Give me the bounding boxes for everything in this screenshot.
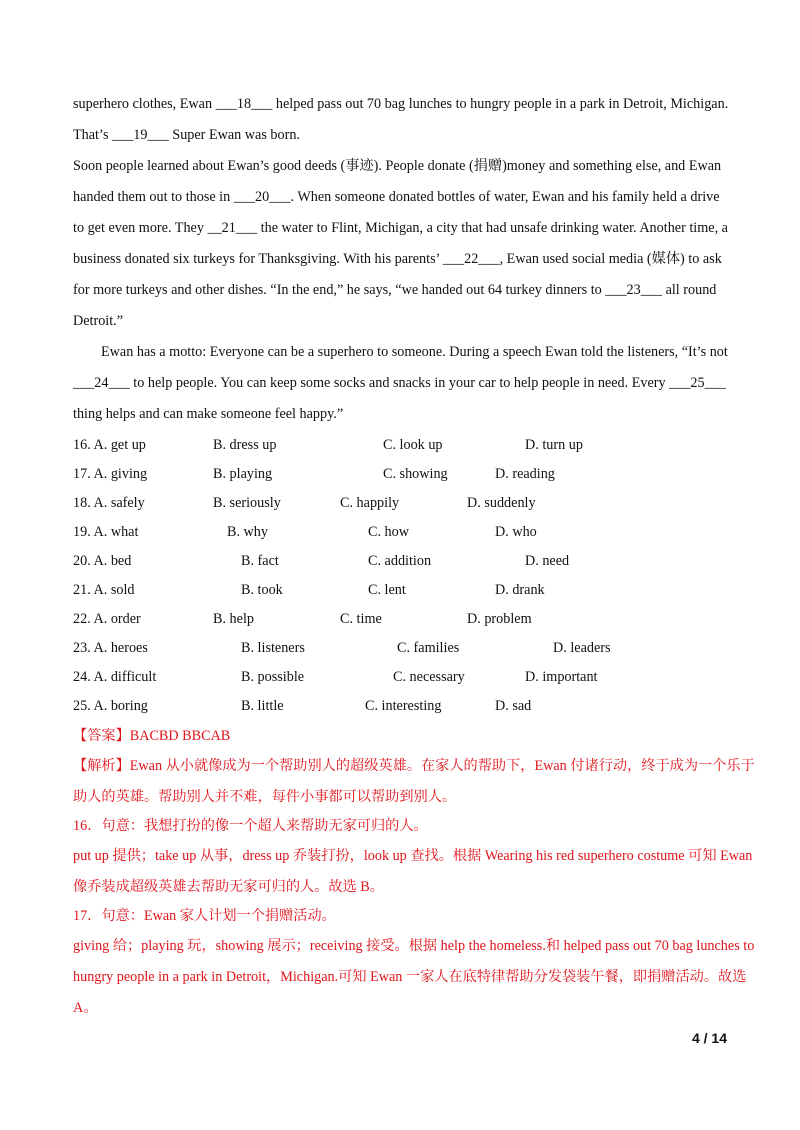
option-choice: B. dress up <box>213 437 277 453</box>
option-choice: B. listeners <box>241 640 305 656</box>
option-choice: C. families <box>397 640 460 656</box>
option-choice: C. interesting <box>365 698 442 714</box>
passage-line: handed them out to those in ___20___. When someone donated bottles of water, Ewan and his family held a drive <box>73 189 720 205</box>
passage-line: thing helps and can make someone feel happy.” <box>73 406 344 422</box>
analysis-line: 助人的英雄。帮助别人并不难，每件小事都可以帮助到别人。 <box>73 789 457 805</box>
analysis-line: hungry people in a park in Detroit，Michigan.可知 Ewan 一家人在底特律帮助分发袋装午餐，即捐赠活动。故选 <box>73 969 747 985</box>
option-choice: B. little <box>241 698 284 714</box>
option-choice: 22. A. order <box>73 611 141 627</box>
analysis-line: put up 提供；take up 从事，dress up 乔装打扮，look up 查找。根据 Wearing his red superhero costume 可知 Ewan <box>73 848 753 864</box>
option-choice: B. help <box>213 611 254 627</box>
option-choice: D. sad <box>495 698 532 714</box>
option-choice: C. showing <box>383 466 448 482</box>
analysis-line: 16．句意：我想打扮的像一个超人来帮助无家可归的人。 <box>73 818 428 834</box>
option-choice: D. drank <box>495 582 545 598</box>
option-choice: 25. A. boring <box>73 698 148 714</box>
option-choice: C. time <box>340 611 382 627</box>
option-choice: 20. A. bed <box>73 553 132 569</box>
option-choice: D. need <box>525 553 570 569</box>
analysis-line: A。 <box>73 1000 98 1016</box>
passage-line: ___24___ to help people. You can keep some socks and snacks in your car to help people in need. Every ___25___ <box>73 375 726 391</box>
option-choice: B. possible <box>241 669 305 685</box>
passage-line: Soon people learned about Ewan’s good deeds (事迹). People donate (捐赠)money and something else, and Ewan <box>73 158 722 174</box>
option-choice: C. happily <box>340 495 400 511</box>
option-choice: B. playing <box>213 466 273 482</box>
passage-line: business donated six turkeys for Thanksgiving. With his parents’ ___22___, Ewan used social media (媒体) to ask <box>73 251 722 267</box>
passage-line: Detroit.” <box>73 313 124 329</box>
option-choice: D. who <box>495 524 537 540</box>
option-choice: 24. A. difficult <box>73 669 157 685</box>
option-choice: C. look up <box>383 437 443 453</box>
passage-line: That’s ___19___ Super Ewan was born. <box>73 127 300 143</box>
option-choice: C. necessary <box>393 669 465 685</box>
option-choice: D. important <box>525 669 598 685</box>
option-choice: D. problem <box>467 611 532 627</box>
option-choice: 19. A. what <box>73 524 139 540</box>
option-choice: C. addition <box>368 553 432 569</box>
option-choice: B. fact <box>241 553 279 569</box>
analysis-line: giving 给；playing 玩，showing 展示；receiving 接受。根据 help the homeless.和 helped pass out 70 bag lunches to <box>73 938 755 954</box>
option-choice: D. suddenly <box>467 495 536 511</box>
option-choice: C. lent <box>368 582 406 598</box>
option-choice: 21. A. sold <box>73 582 135 598</box>
option-choice: 16. A. get up <box>73 437 146 453</box>
answer-key: 【答案】BACBD BBCAB <box>73 728 231 744</box>
analysis-line: 17．句意：Ewan 家人计划一个捐赠活动。 <box>73 908 336 924</box>
option-choice: D. reading <box>495 466 555 482</box>
option-choice: 23. A. heroes <box>73 640 148 656</box>
option-choice: B. why <box>227 524 268 540</box>
passage-line: to get even more. They __21___ the water to Flint, Michigan, a city that had unsafe drinking water. Another time, a <box>73 220 728 236</box>
option-choice: C. how <box>368 524 409 540</box>
option-choice: D. turn up <box>525 437 583 453</box>
passage-line: for more turkeys and other dishes. “In the end,” he says, “we handed out 64 turkey dinners to ___23___ all round <box>73 282 717 298</box>
analysis-line: 【解析】Ewan 从小就像成为一个帮助别人的超级英雄。在家人的帮助下，Ewan 付诸行动，终于成为一个乐于 <box>73 758 755 774</box>
option-choice: 18. A. safely <box>73 495 145 511</box>
page-number: 4 / 14 <box>691 1030 727 1046</box>
option-choice: 17. A. giving <box>73 466 148 482</box>
option-choice: D. leaders <box>553 640 611 656</box>
passage-line: Ewan has a motto: Everyone can be a superhero to someone. During a speech Ewan told the listeners, “It’s not <box>101 344 728 360</box>
analysis-line: 像乔装成超级英雄去帮助无家可归的人。故选 B。 <box>73 879 384 895</box>
passage-line: superhero clothes, Ewan ___18___ helped pass out 70 bag lunches to hungry people in a park in Detroit, Michigan. <box>73 96 729 112</box>
option-choice: B. took <box>241 582 283 598</box>
option-choice: B. seriously <box>213 495 281 511</box>
